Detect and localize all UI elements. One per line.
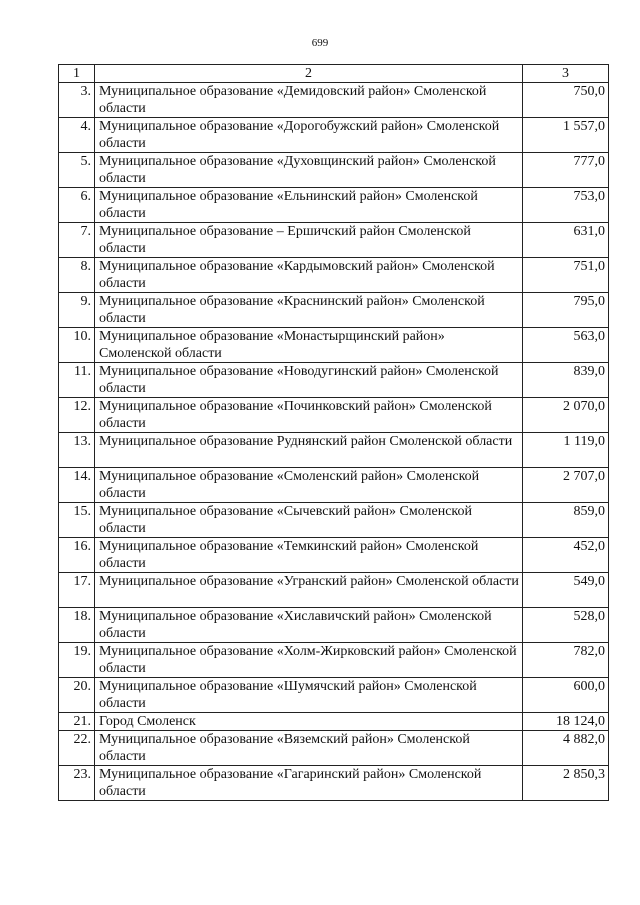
municipality-name: Муниципальное образование «Шумячский район» Смоленской области xyxy=(95,678,523,713)
amount-value: 859,0 xyxy=(523,503,609,538)
table-row xyxy=(59,83,609,118)
municipality-name: Муниципальное образование «Дорогобужский район» Смоленской области xyxy=(95,118,523,153)
municipality-name: Муниципальное образование «Хиславичский район» Смоленской области xyxy=(95,608,523,643)
amount-value: 4 882,0 xyxy=(523,731,609,766)
municipality-name: Муниципальное образование «Вяземский район» Смоленской области xyxy=(95,731,523,766)
municipality-name: Муниципальное образование «Сычевский район» Смоленской области xyxy=(95,503,523,538)
municipality-name: Муниципальное образование «Холм-Жирковский район» Смоленской области xyxy=(95,643,523,678)
table-row xyxy=(59,713,609,731)
table-row xyxy=(59,433,609,468)
amount-value: 2 070,0 xyxy=(523,398,609,433)
table-row xyxy=(59,293,609,328)
amount-value: 2 850,3 xyxy=(523,766,609,801)
table-row xyxy=(59,328,609,363)
row-number: 22. xyxy=(59,731,95,766)
municipality-name: Муниципальное образование «Духовщинский район» Смоленской области xyxy=(95,153,523,188)
amount-value: 795,0 xyxy=(523,293,609,328)
amount-value: 549,0 xyxy=(523,573,609,608)
amount-value: 528,0 xyxy=(523,608,609,643)
municipality-name: Муниципальное образование «Темкинский район» Смоленской области xyxy=(95,538,523,573)
row-number: 20. xyxy=(59,678,95,713)
table-row xyxy=(59,118,609,153)
table-header xyxy=(59,65,609,83)
amount-value: 2 707,0 xyxy=(523,468,609,503)
amount-value: 18 124,0 xyxy=(523,713,609,731)
municipality-name: Муниципальное образование «Кардымовский район» Смоленской области xyxy=(95,258,523,293)
municipality-name: Муниципальное образование «Починковский район» Смоленской области xyxy=(95,398,523,433)
table-row xyxy=(59,731,609,766)
amount-value: 751,0 xyxy=(523,258,609,293)
row-number: 12. xyxy=(59,398,95,433)
municipality-name: Муниципальное образование «Демидовский район» Смоленской области xyxy=(95,83,523,118)
amount-value: 563,0 xyxy=(523,328,609,363)
table-row xyxy=(59,153,609,188)
row-number: 6. xyxy=(59,188,95,223)
table-row xyxy=(59,258,609,293)
amount-value: 452,0 xyxy=(523,538,609,573)
table-row xyxy=(59,678,609,713)
municipality-name: Муниципальное образование – Ершичский район Смоленской области xyxy=(95,223,523,258)
column-header-1: 1 xyxy=(59,65,95,83)
row-number: 19. xyxy=(59,643,95,678)
table-row xyxy=(59,503,609,538)
municipality-name: Муниципальное образование «Монастырщинский район» Смоленской области xyxy=(95,328,523,363)
municipality-name: Муниципальное образование Руднянский район Смоленской области xyxy=(95,433,523,468)
municipality-name: Муниципальное образование «Ельнинский район» Смоленской области xyxy=(95,188,523,223)
amount-value: 753,0 xyxy=(523,188,609,223)
municipality-name: Муниципальное образование «Новодугинский район» Смоленской области xyxy=(95,363,523,398)
table-row xyxy=(59,188,609,223)
header-row xyxy=(59,65,609,83)
row-number: 9. xyxy=(59,293,95,328)
table-row xyxy=(59,766,609,801)
row-number: 21. xyxy=(59,713,95,731)
municipality-name: Муниципальное образование «Угранский район» Смоленской области xyxy=(95,573,523,608)
row-number: 13. xyxy=(59,433,95,468)
table-body xyxy=(59,83,609,801)
table-row xyxy=(59,468,609,503)
row-number: 8. xyxy=(59,258,95,293)
column-header-3: 3 xyxy=(523,65,609,83)
amount-value: 782,0 xyxy=(523,643,609,678)
row-number: 17. xyxy=(59,573,95,608)
table-row xyxy=(59,223,609,258)
allocation-table xyxy=(58,64,609,801)
table-row xyxy=(59,573,609,608)
amount-value: 777,0 xyxy=(523,153,609,188)
amount-value: 839,0 xyxy=(523,363,609,398)
table-row xyxy=(59,608,609,643)
municipality-name: Муниципальное образование «Гагаринский район» Смоленской области xyxy=(95,766,523,801)
table-row xyxy=(59,363,609,398)
table-row xyxy=(59,398,609,433)
amount-value: 631,0 xyxy=(523,223,609,258)
page-number: 699 xyxy=(311,37,329,49)
table-row xyxy=(59,643,609,678)
column-header-2: 2 xyxy=(95,65,523,83)
row-number: 18. xyxy=(59,608,95,643)
municipality-name: Муниципальное образование «Смоленский район» Смоленской области xyxy=(95,468,523,503)
row-number: 5. xyxy=(59,153,95,188)
amount-value: 750,0 xyxy=(523,83,609,118)
row-number: 4. xyxy=(59,118,95,153)
row-number: 14. xyxy=(59,468,95,503)
row-number: 16. xyxy=(59,538,95,573)
row-number: 7. xyxy=(59,223,95,258)
row-number: 15. xyxy=(59,503,95,538)
table-row xyxy=(59,538,609,573)
municipality-name: Муниципальное образование «Краснинский район» Смоленской области xyxy=(95,293,523,328)
row-number: 11. xyxy=(59,363,95,398)
amount-value: 1 119,0 xyxy=(523,433,609,468)
municipality-name: Город Смоленск xyxy=(95,713,523,731)
row-number: 23. xyxy=(59,766,95,801)
row-number: 10. xyxy=(59,328,95,363)
amount-value: 1 557,0 xyxy=(523,118,609,153)
row-number: 3. xyxy=(59,83,95,118)
amount-value: 600,0 xyxy=(523,678,609,713)
